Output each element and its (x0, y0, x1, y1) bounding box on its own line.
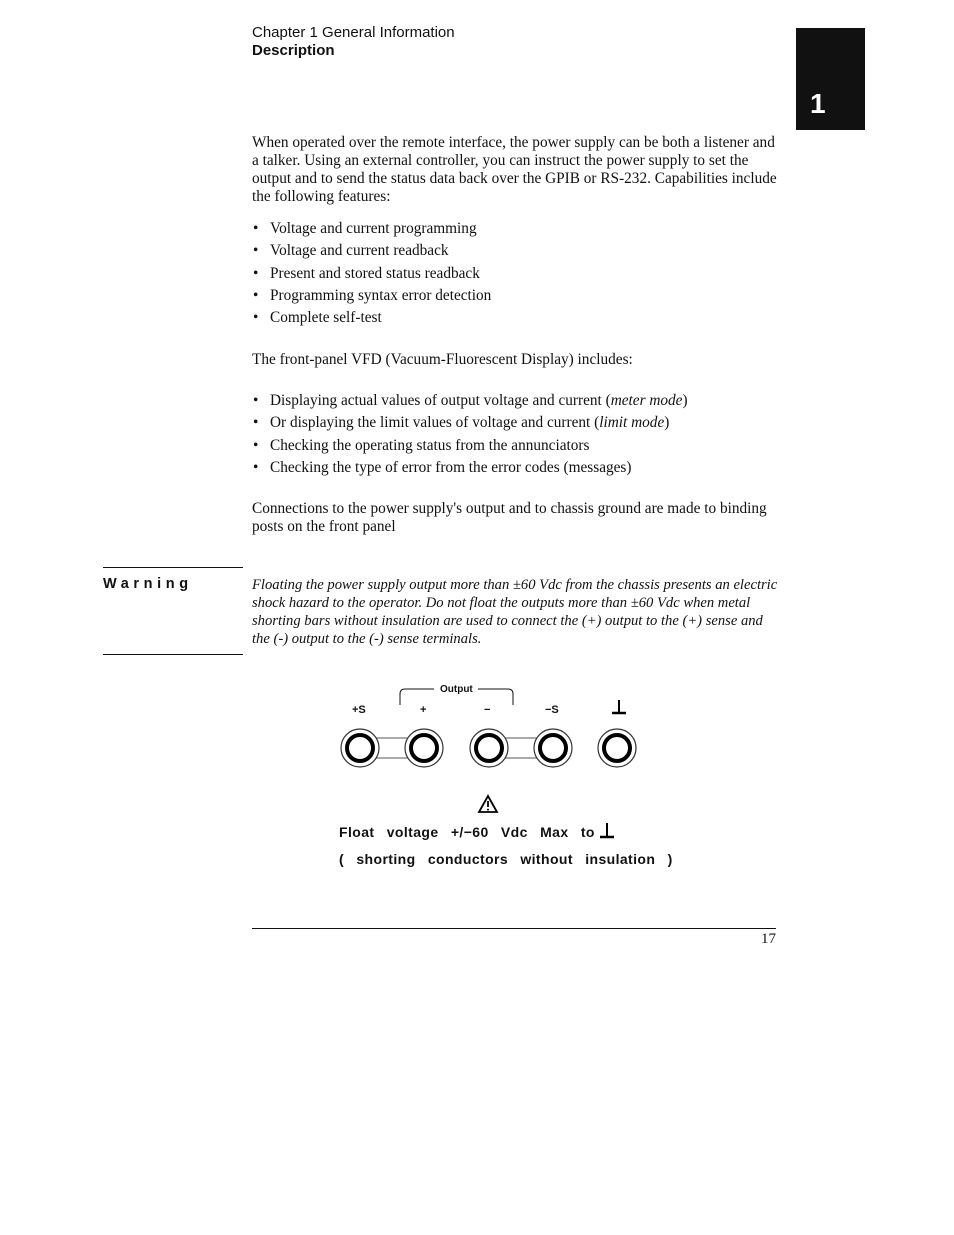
ground-icon (612, 700, 626, 713)
binding-posts-drawing (330, 676, 670, 876)
output-label: Output (440, 684, 473, 695)
list-item: • Voltage and current programming (252, 220, 778, 242)
float-voltage-note: Float voltage +/−60 Vdc Max to (339, 824, 595, 840)
footer-rule (252, 928, 776, 929)
terminal-label-minus-s: −S (545, 704, 559, 716)
warning-rule-top (103, 567, 243, 568)
vfd-paragraph: The front-panel VFD (Vacuum-Fluorescent Display) includes: (252, 351, 633, 368)
list-item: • Programming syntax error detection (252, 287, 778, 309)
shorting-conductors-note: ( shorting conductors without insulation ) (339, 851, 673, 867)
list-item (252, 459, 778, 481)
list-item-emphasis: meter mode (610, 392, 683, 409)
warning-rule-bottom (103, 654, 243, 655)
front-panel-diagram (330, 676, 673, 876)
binding-post-plus (405, 729, 443, 767)
list-item-end: ) (682, 392, 688, 409)
binding-post-minus (470, 729, 508, 767)
list-item-text: Displaying actual values of output voltage and current ( (270, 392, 611, 409)
terminal-label-minus: − (484, 704, 491, 716)
list-item: • Voltage and current readback (252, 242, 778, 264)
binding-post-minus-s (534, 729, 572, 767)
list-item-text: Or displaying the limit values of voltage and current ( (270, 414, 600, 432)
warning-label: Warning (103, 576, 193, 592)
section-heading: Description (252, 42, 335, 59)
connections-paragraph: Connections to the power supply's output and to chassis ground are made to binding posts on the front panel (252, 500, 767, 535)
chapter-tab (796, 28, 865, 130)
terminal-label-plus-s: +S (352, 704, 366, 716)
shorting-bar-negative (504, 738, 538, 758)
list-item-text: Checking the type of error from the error codes (messages) (270, 458, 632, 476)
binding-post-ground (598, 729, 636, 767)
list-item: • Present and stored status readback (252, 265, 778, 287)
page-number: 17 (761, 931, 776, 947)
list-item-end: ) (664, 414, 670, 432)
intro-paragraph: When operated over the remote interface, the power supply can be both a listener and a talker. Using an external controller, you can instruct the power supply to set the output and to send the status data back over the GPIB or RS-232. Capabilities include the following features: (252, 134, 777, 205)
binding-post-plus-s (341, 729, 379, 767)
list-item (252, 437, 778, 459)
list-item-text: Checking the operating status from the annunciators (270, 436, 590, 454)
list-item-emphasis: limit mode (599, 414, 665, 432)
list-item (252, 414, 778, 436)
ground-icon (600, 823, 614, 837)
warning-triangle-icon (479, 796, 497, 812)
warning-text: Floating the power supply output more than ±60 Vdc from the chassis presents an electric shock hazard to the operator. Do not float the outputs more than ±60 Vdc when metal shorting bars without insulation are used to connect the (+) output to the (+) sense and the (-) output to the (-) sense terminals. (252, 577, 778, 647)
terminal-label-plus: + (420, 704, 427, 716)
chapter-tab-number: 1 (810, 88, 826, 119)
list-item: • Complete self-test (252, 309, 778, 331)
list-item (252, 392, 778, 414)
chapter-heading: Chapter 1 General Information (252, 24, 455, 41)
features-list (252, 220, 778, 331)
vfd-features-list (252, 392, 778, 481)
